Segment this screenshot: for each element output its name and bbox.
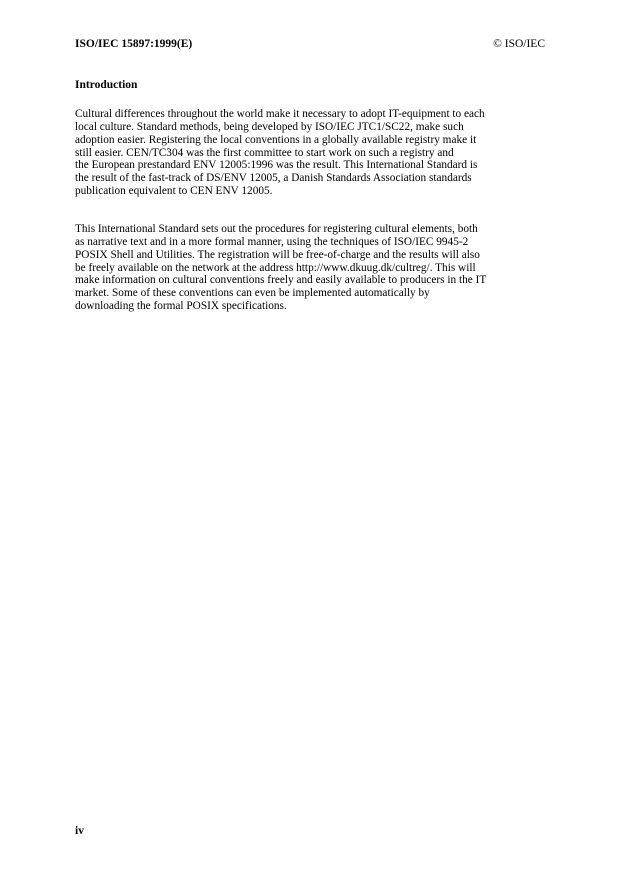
paragraph-line: as narrative text and in a more formal manner, using the techniques of ISO/IEC 9945-2: [75, 235, 469, 248]
paragraph-line: adoption easier. Registering the local conventions in a globally available registry make it: [75, 133, 477, 146]
paragraph-line: make information on cultural conventions freely and easily available to producers in the IT: [75, 274, 487, 287]
paragraph-line: the result of the fast-track of DS/ENV 12005, a Danish Standards Association standards: [75, 172, 472, 185]
paragraph-line: downloading the formal POSIX specifications.: [75, 300, 287, 313]
paragraph-line: This International Standard sets out the procedures for registering cultural elements, both: [75, 223, 478, 235]
paragraph-line: local culture. Standard methods, being developed by ISO/IEC JTC1/SC22, make such: [75, 120, 464, 133]
introduction-paragraph-1: [75, 108, 550, 198]
copyright-notice: © ISO/IEC: [493, 38, 545, 50]
paragraph-line-with-url: be freely available on the network at the address http://www.dkuug.dk/cultreg/. This will: [75, 261, 476, 274]
paragraph-line: Cultural differences throughout the world make it necessary to adopt IT-equipment to each: [75, 108, 485, 120]
page-header: [75, 36, 545, 52]
paragraph-line: still easier. CEN/TC304 was the first committee to start work on such a registry and: [75, 146, 454, 159]
paragraph-line: publication equivalent to CEN ENV 12005.: [75, 185, 273, 198]
page-number: iv: [75, 825, 84, 837]
paragraph-line: market. Some of these conventions can even be implemented automatically by: [75, 287, 430, 300]
document-identifier: ISO/IEC 15897:1999(E): [75, 38, 193, 50]
paragraph-line: the European prestandard ENV 12005:1996 was the result. This International Standard is: [75, 159, 478, 172]
section-title: Introduction: [75, 79, 138, 91]
introduction-paragraph-2: [75, 223, 550, 313]
paragraph-line: POSIX Shell and Utilities. The registration will be free-of-charge and the results will also: [75, 248, 480, 261]
